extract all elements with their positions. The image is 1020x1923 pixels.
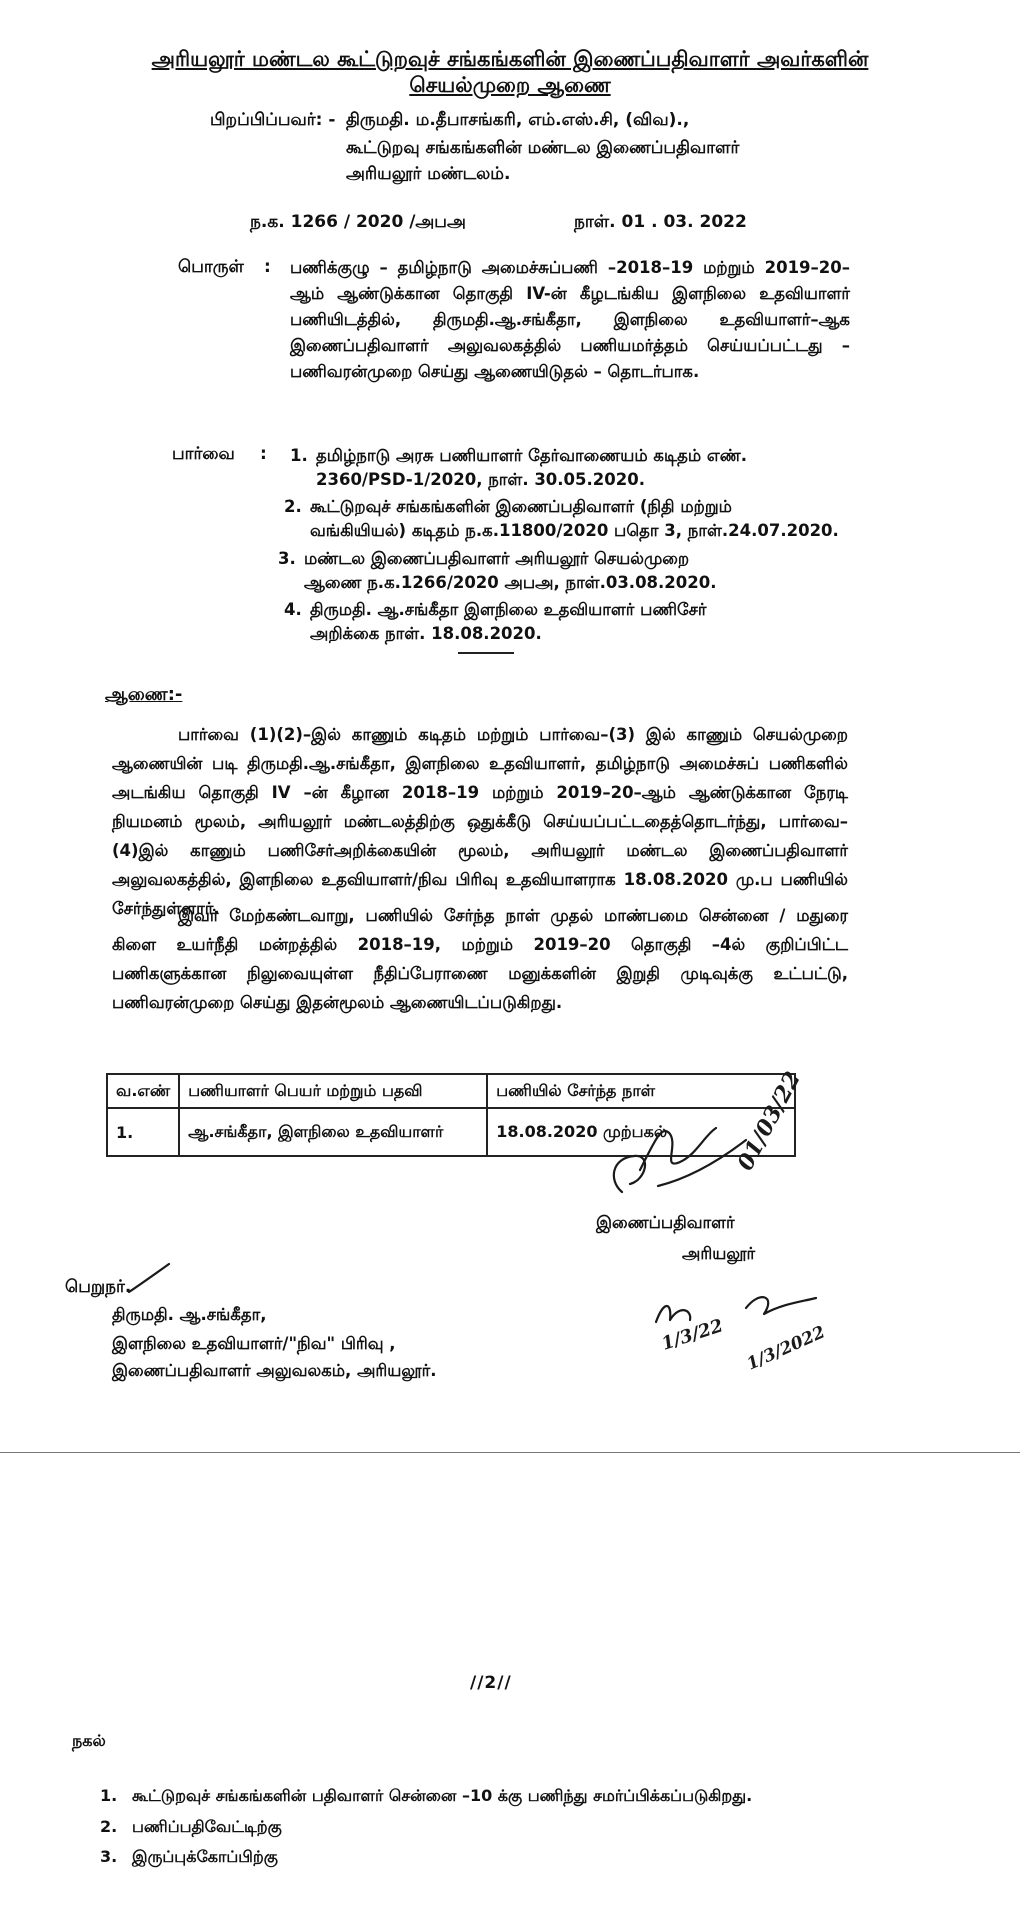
document-title-line1: அரியலூர் மண்டல கூட்டுறவுச் சங்கங்களின் இணைப்பதிவாளர் அவர்களின் bbox=[151, 47, 869, 71]
reference-item-line1: கூட்டுறவுச் சங்கங்களின் இணைப்பதிவாளர் (நிதி மற்றும் bbox=[310, 497, 732, 516]
recipient-office: இணைப்பதிவாளர் அலுவலகம், அரியலூர். bbox=[112, 1361, 437, 1380]
copy-item-text: கூட்டுறவுச் சங்கங்களின் பதிவாளர் சென்னை –10 க்கு பணிந்து சமர்ப்பிக்கப்படுகிறது. bbox=[132, 1786, 753, 1805]
reference-item bbox=[284, 495, 839, 543]
issuer-label: பிறப்பிப்பவர்: - bbox=[210, 110, 336, 130]
subject-text: பணிக்குழு – தமிழ்நாடு அமைச்சுப்பணி –2018–19 மற்றும் 2019–20–ஆம் ஆண்டுக்கான தொகுதி IV-ன் கீழடங்கிய இளநிலை உதவியாளர் பணியிடத்தில், திருமதி.ஆ.சங்கீதா, இளநிலை உதவியாளர்–ஆக இணைப்பதிவாளர் அலுவலகத்தில் பணியமர்த்தம் செய்யப்பட்டது – பணிவரன்முறை செய்து ஆணையிடுதல் – தொடர்பாக. bbox=[290, 258, 850, 381]
issuer-designation: கூட்டுறவு சங்கங்களின் மண்டல இணைப்பதிவாளர் bbox=[346, 138, 740, 158]
handwritten-date-1: 1/3/22 bbox=[659, 1315, 726, 1355]
copy-item-number: 2. bbox=[100, 1817, 118, 1836]
reference-item-number: 3. bbox=[278, 549, 296, 568]
section-divider bbox=[458, 652, 514, 654]
issuer-name: திருமதி. ம.தீபாசங்கரி, எம்.எஸ்.சி, (விவ)., bbox=[346, 110, 690, 130]
order-heading: ஆணை:- bbox=[105, 684, 183, 705]
order-paragraph-1: பார்வை (1)(2)–இல் காணும் கடிதம் மற்றும் பார்வை–(3) இல் காணும் செயல்முறை ஆணையின் படி திருமதி.ஆ.சங்கீதா, இளநிலை உதவியாளர், தமிழ்நாடு அமைச்சுப் பணிகளில் அடங்கிய தொகுதி IV –ன் கீழான 2018–19 மற்றும் 2019–20–ஆம் ஆண்டுக்கான நேரடி நியமனம் மூலம், அரியலூர் மண்டலத்திற்கு ஒதுக்கீடு செய்யப்பட்டதைத்தொடர்ந்து, பார்வை–(4)இல் காணும் பணிசேர்அறிக்கையின் மூலம், அரியலூர் மண்டல இணைப்பதிவாளர் அலுவலகத்தில், இளநிலை உதவியாளர்/நிவ பிரிவு உதவியாளராக 18.08.2020 மு.ப பணியில் சேர்ந்துள்ளார். bbox=[112, 725, 848, 918]
copy-item-number: 1. bbox=[100, 1786, 118, 1805]
order-paragraph-2: இவர் மேற்கண்டவாறு, பணியில் சேர்ந்த நாள் முதல் மாண்பமை சென்னை / மதுரை கிளை உயர்நீதி மன்றத்தில் 2018–19, மற்றும் 2019–20 தொகுதி –4ல் குறிப்பிட்ட பணிகளுக்கான நிலுவையுள்ள நீதிப்பேராணை மனுக்களின் இறுதி முடிவுக்கு உட்பட்டு, பணிவரன்முறை செய்து இதன்மூலம் ஆணையிடப்படுகிறது. bbox=[112, 906, 848, 1012]
copy-label: நகல் bbox=[72, 1731, 106, 1750]
page-bottom-rule bbox=[0, 1452, 1020, 1453]
copy-item-text: பணிப்பதிவேட்டிற்கு bbox=[132, 1817, 282, 1836]
reference-item bbox=[284, 598, 707, 646]
references-colon: : bbox=[260, 444, 267, 464]
table-cell-joining-date: 18.08.2020 முற்பகல் bbox=[487, 1108, 795, 1156]
recipient-name: திருமதி. ஆ.சங்கீதா, bbox=[112, 1305, 267, 1324]
copy-item-text: இருப்புக்கோப்பிற்கு bbox=[132, 1847, 278, 1866]
recipient-designation: இளநிலை உதவியாளர்/"நிவ" பிரிவு , bbox=[112, 1334, 396, 1353]
table-cell-serial: 1. bbox=[107, 1108, 179, 1156]
document-title-line2: செயல்முறை ஆணை bbox=[409, 73, 611, 97]
reference-item-number: 4. bbox=[284, 600, 302, 619]
handwritten-dated-initials bbox=[650, 1282, 870, 1392]
reference-item-line1: மண்டல இணைப்பதிவாளர் அரியலூர் செயல்முறை bbox=[304, 549, 690, 568]
reference-item-line1: தமிழ்நாடு அரசு பணியாளர் தேர்வாணையம் கடிதம் எண். bbox=[316, 446, 748, 465]
reference-item bbox=[278, 547, 717, 595]
reference-item-line2: வங்கியியல்) கடிதம் ந.க.11800/2020 பதொ 3, நாள்.24.07.2020. bbox=[310, 521, 839, 540]
reference-item bbox=[290, 444, 748, 492]
signatory-place: அரியலூர் bbox=[682, 1244, 756, 1263]
table-cell-name: ஆ.சங்கீதா, இளநிலை உதவியாளர் bbox=[179, 1108, 487, 1156]
handwritten-date-2: 1/3/2022 bbox=[743, 1322, 829, 1375]
reference-item-line2: அறிக்கை நாள். 18.08.2020. bbox=[310, 624, 542, 643]
reference-item-line1: திருமதி. ஆ.சங்கீதா இளநிலை உதவியாளர் பணிசேர் bbox=[310, 600, 707, 619]
signatory-signature bbox=[600, 1067, 820, 1210]
subject-label: பொருள் bbox=[178, 257, 244, 277]
reference-item-number: 1. bbox=[290, 446, 308, 465]
signature-date: 01/03/22 bbox=[732, 1067, 806, 1175]
table-header-serial: வ.எண் bbox=[107, 1074, 179, 1108]
references-label: பார்வை bbox=[172, 444, 235, 464]
reference-item-line2: ஆணை ந.க.1266/2020 அபஅ, நாள்.03.08.2020. bbox=[304, 573, 717, 592]
page-marker: //2// bbox=[470, 1673, 512, 1693]
reference-item-number: 2. bbox=[284, 497, 302, 516]
order-date: நாள். 01 . 03. 2022 bbox=[574, 212, 747, 232]
subject-colon: : bbox=[264, 257, 271, 277]
recipient-label: பெறுநர். bbox=[65, 1277, 132, 1297]
signatory-designation: இணைப்பதிவாளர் bbox=[596, 1213, 735, 1232]
table-header-name: பணியாளர் பெயர் மற்றும் பதவி bbox=[179, 1074, 487, 1108]
issuer-place: அரியலூர் மண்டலம். bbox=[346, 164, 511, 184]
reference-number: ந.க. 1266 / 2020 /அபஅ bbox=[250, 212, 466, 232]
table-header-joining-date: பணியில் சேர்ந்த நாள் bbox=[487, 1074, 795, 1108]
copy-item-number: 3. bbox=[100, 1847, 118, 1866]
reference-item-line2: 2360/PSD-1/2020, நாள். 30.05.2020. bbox=[316, 470, 645, 489]
